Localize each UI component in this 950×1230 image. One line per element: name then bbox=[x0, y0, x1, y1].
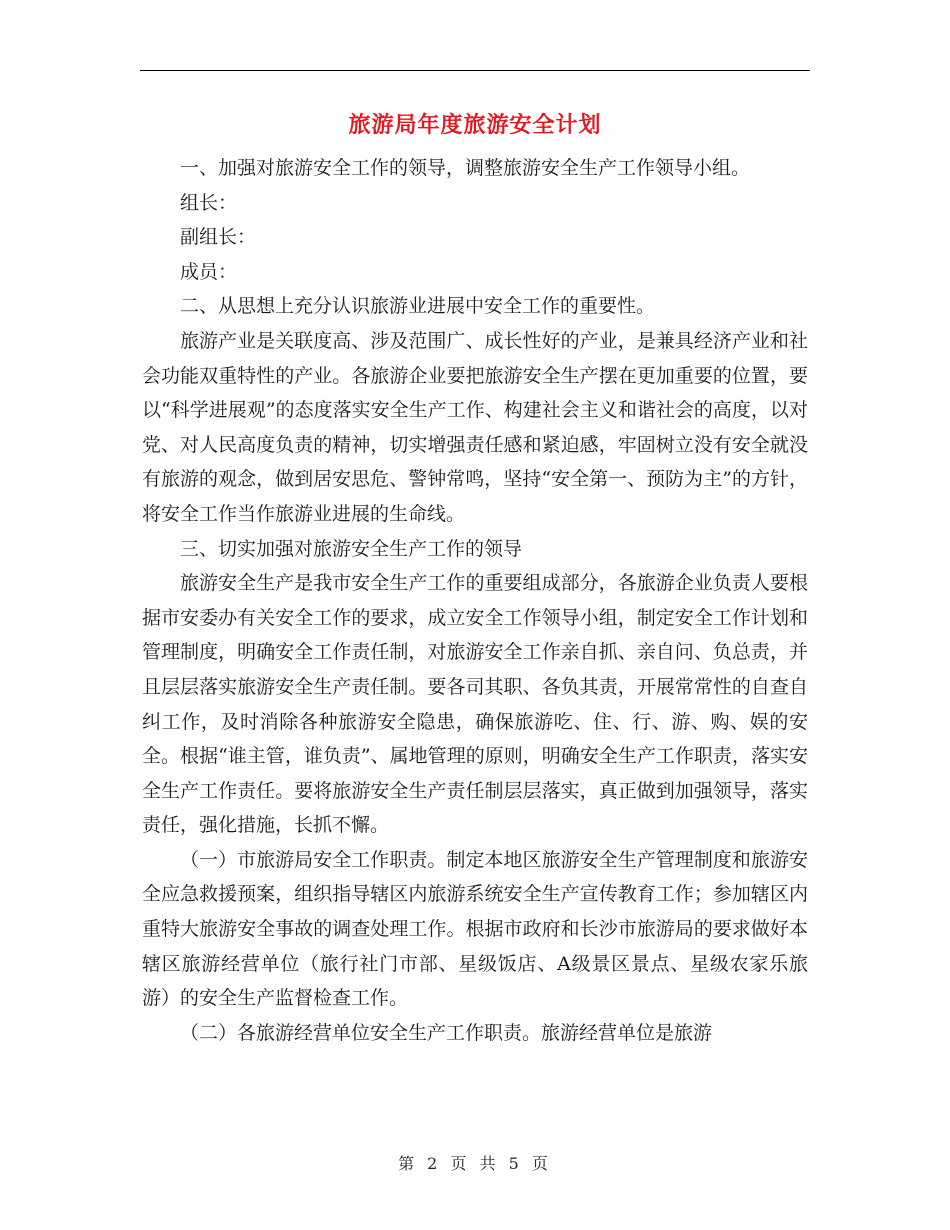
paragraph: 一、加强对旅游安全工作的领导，调整旅游安全生产工作领导小组。 bbox=[180, 157, 751, 179]
header-rule bbox=[140, 70, 810, 71]
paragraph: 组长： bbox=[180, 191, 238, 214]
paragraph: 旅游产业是关联度高、涉及范围广、成长性好的产业，是兼具经济产业和社会功能双重特性的产业。各旅游企业要把旅游安全生产摆在更加重要的位置，要以“科学进展观”的态度落实安全生产工作、构建社会主义和谐社会的高度，以对党、对人民高度负责的精神，切实增强责任感和紧迫感，牢固树立没有安全就没有旅游的观念，做到居安思危、警钟常鸣，坚持“安全第一、预防为主”的方针，将安全工作当作旅游业进展的生命线。 bbox=[142, 329, 808, 525]
paragraph: 二、从思想上充分认识旅游业进展中安全工作的重要性。 bbox=[180, 295, 656, 318]
document-title: 旅游局年度旅游安全计划 bbox=[348, 112, 602, 138]
document-body bbox=[142, 151, 808, 1050]
page-number: 第 2 页 共 5 页 bbox=[398, 1154, 552, 1173]
paragraph: （二）各旅游经营单位安全生产工作职责。旅游经营单位是旅游 bbox=[180, 1021, 713, 1044]
paragraph: 副组长： bbox=[180, 226, 257, 249]
paragraph: 三、切实加强对旅游安全生产工作的领导 bbox=[180, 537, 523, 560]
paragraph: 旅游安全生产是我市安全生产工作的重要组成部分，各旅游企业负责人要根据市安委办有关安全工作的要求，成立安全工作领导小组，制定安全工作计划和管理制度，明确安全工作责任制，对旅游安全工作亲自抓、亲自问、负总责，并且层层落实旅游安全生产责任制。要各司其职、各负其责，开展常常性的自查自纠工作，及时消除各种旅游安全隐患，确保旅游吃、住、行、游、购、娱的安全。根据“谁主管，谁负责”、属地管理的原则，明确安全生产工作职责，落实安全生产工作责任。要将旅游安全生产责任制层层落实，真正做到加强领导，落实责任，强化措施，长抓不懈。 bbox=[142, 572, 808, 837]
paragraph: （一）市旅游局安全工作职责。制定本地区旅游安全生产管理制度和旅游安全应急救援预案，组织指导辖区内旅游系统安全生产宣传教育工作；参加辖区内重特大旅游安全事故的调查处理工作。根据市政府和长沙市旅游局的要求做好本辖区旅游经营单位（旅行社门市部、星级饭店、A级景区景点、星级农家乐旅游）的安全生产监督检查工作。 bbox=[142, 848, 808, 1010]
paragraph: 成员： bbox=[180, 260, 238, 283]
